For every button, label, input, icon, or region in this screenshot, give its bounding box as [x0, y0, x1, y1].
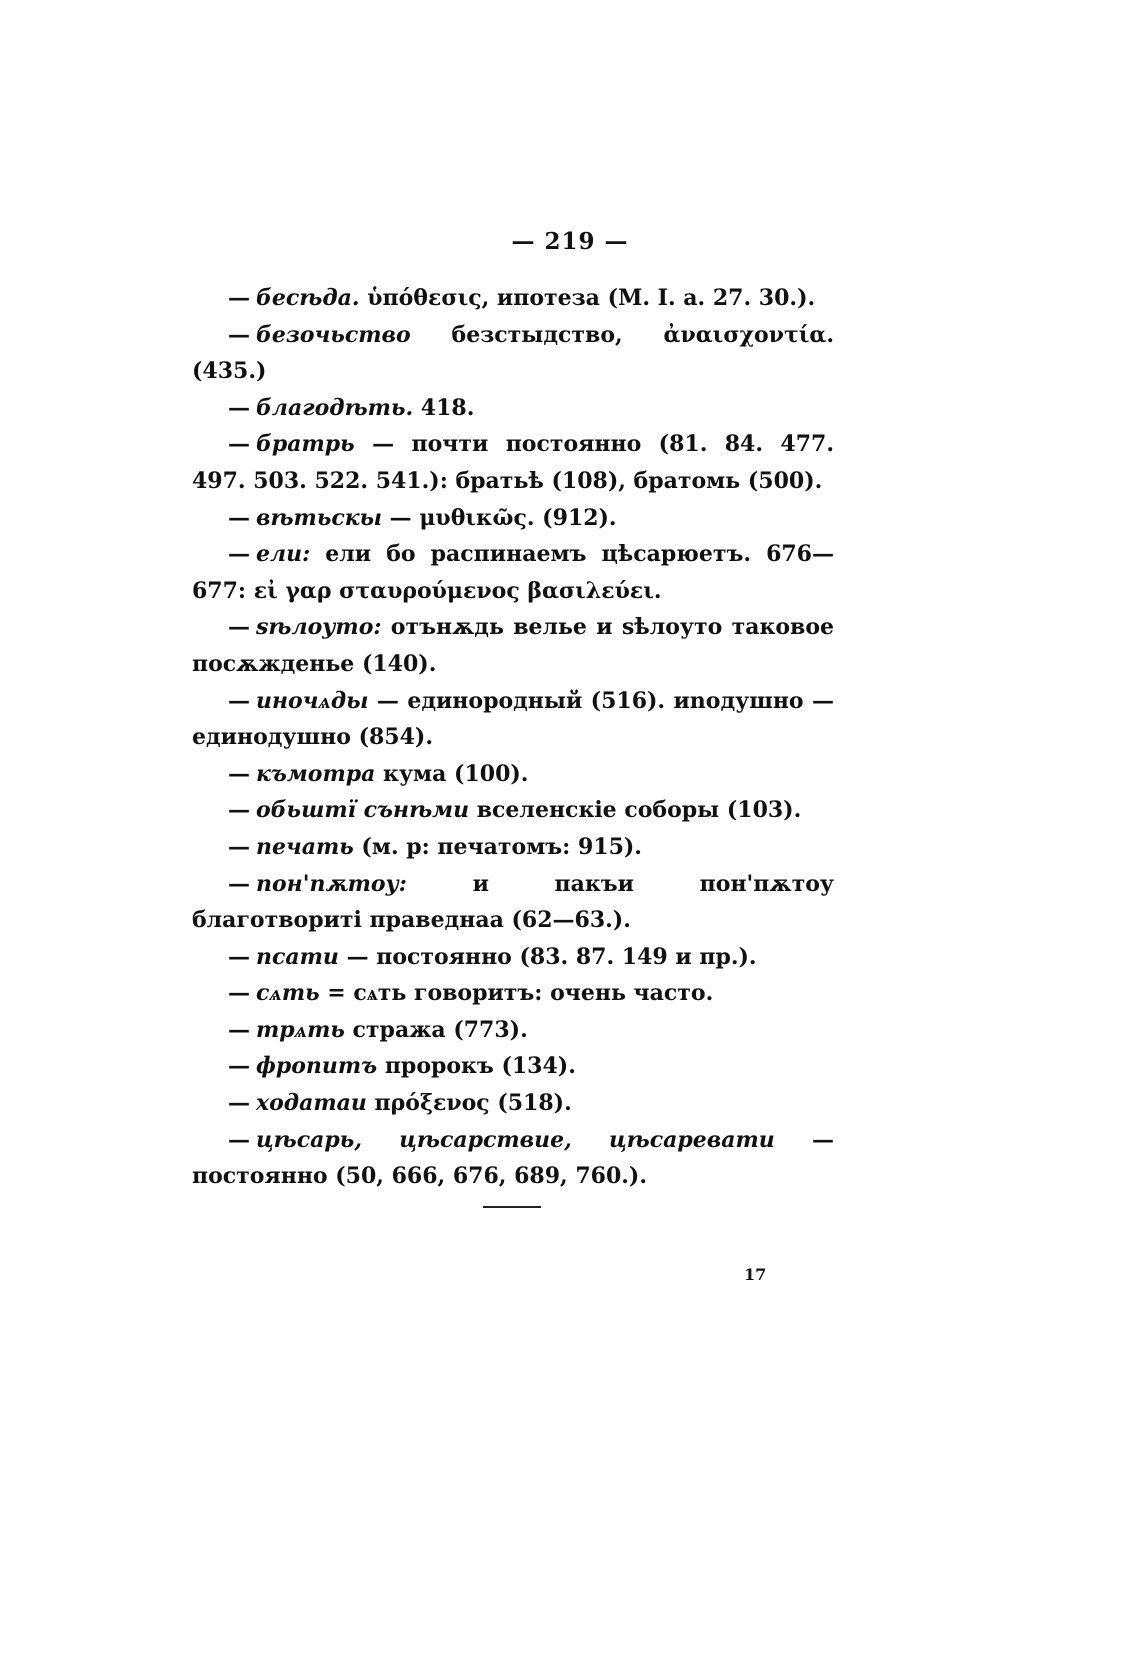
glossary-entry: [192, 1048, 834, 1085]
glossary-entry: [192, 1122, 834, 1195]
entry-term: сѧть: [256, 980, 320, 1007]
glossary-entry: [192, 500, 834, 537]
entry-term: братрь: [256, 431, 355, 458]
glossary-entry: [192, 536, 834, 609]
entry-text: и пакъи пон'пѫтоу благотворитi праведнаа (62—63.).: [192, 870, 834, 934]
entry-dash: —: [228, 1126, 250, 1153]
entry-text: — почти постоянно (81. 84. 477. 497. 503. 522. 541.): братьѣ (108), братомь (500).: [192, 431, 834, 494]
entry-text: пророкъ (134).: [377, 1053, 576, 1080]
entry-dash: —: [228, 943, 250, 970]
entry-text: отънѫдь велье и ѕѣлоуто таковое посѫжденье (140).: [192, 614, 834, 677]
glossary-entry: [192, 866, 834, 939]
glossary-entry: [192, 1085, 834, 1122]
entry-dash: —: [228, 870, 250, 897]
glossary-entry: [192, 792, 834, 829]
entry-term: фропитъ: [256, 1053, 378, 1080]
entry-term: благодѣть.: [256, 394, 414, 421]
entry-text: стража (773).: [344, 1016, 528, 1043]
entry-term: иночѧды: [256, 687, 369, 714]
glossary-entry: [192, 975, 834, 1012]
entry-dash: —: [228, 431, 250, 458]
entry-dash: —: [228, 504, 250, 531]
glossary-entry: [192, 829, 834, 866]
entry-term: ели:: [256, 541, 311, 568]
glossary-entry: [192, 683, 834, 756]
glossary-entries: [192, 280, 834, 1195]
entry-term: пон'пѫтоу:: [256, 870, 407, 897]
entry-dash: —: [228, 614, 250, 641]
entry-term: печать: [256, 833, 354, 860]
entry-text: — постоянно (50, 666, 676, 689, 760.).: [192, 1126, 834, 1190]
entry-term: обьштї сънѣми: [256, 797, 470, 824]
entry-dash: —: [228, 980, 250, 1007]
entry-dash: —: [228, 321, 250, 348]
entry-dash: —: [228, 394, 250, 421]
glossary-entry: [192, 756, 834, 793]
page-header: — 219 —: [511, 228, 629, 255]
entry-text: — единородный (516). иnодушно — единодушно (854).: [192, 687, 834, 751]
entry-dash: —: [228, 1090, 250, 1117]
glossary-entry: [192, 426, 834, 499]
entry-term: ѕѣлоуто:: [256, 614, 382, 641]
entry-dash: —: [228, 541, 250, 568]
entry-text: πρόξενος (518).: [366, 1090, 572, 1117]
entry-text: безстыдство, ἀναισχοντία. (435.): [192, 321, 834, 385]
entry-term: псати: [256, 943, 339, 970]
entry-text: 418.: [413, 394, 475, 421]
entry-text: вселенскіе соборы (103).: [469, 797, 802, 824]
entry-dash: —: [228, 1053, 250, 1080]
entry-term: бесѣда.: [256, 285, 360, 311]
entry-term: трѧть: [256, 1016, 345, 1043]
entry-dash: —: [228, 760, 250, 787]
entry-text: — постоянно (83. 87. 149 и пр.).: [338, 943, 757, 970]
section-divider: [483, 1206, 541, 1208]
glossary-entry: [192, 317, 834, 390]
entry-dash: —: [228, 797, 250, 824]
entry-text: ὑπόθεσις, ипотеза (M. I. a. 27. 30.).: [359, 285, 816, 311]
entry-term: вѣтьскы: [256, 504, 383, 531]
entry-term: ходатаи: [256, 1090, 367, 1117]
entry-text: = сѧть говоритъ: очень часто.: [319, 980, 714, 1007]
glossary-entry: [192, 939, 834, 976]
glossary-entry: [192, 280, 834, 317]
glossary-entry: [192, 609, 834, 682]
entry-dash: —: [228, 1016, 250, 1043]
entry-dash: —: [228, 285, 250, 311]
glossary-entry: [192, 390, 834, 427]
glossary-entry: [192, 1012, 834, 1049]
signature-mark: 17: [744, 1265, 767, 1284]
entry-text: (м. р: печатомъ: 915).: [353, 833, 642, 860]
entry-text: — μυθικῶς. (912).: [382, 504, 617, 531]
entry-term: къмотра: [256, 760, 376, 787]
entry-text: кума (100).: [375, 760, 529, 787]
entry-term: безочьство: [256, 321, 411, 348]
entry-term: цѣсарь, цѣсарствие, цѣсаревати: [256, 1126, 775, 1153]
entry-dash: —: [228, 833, 250, 860]
entry-text: ели бо распинаемъ цѣсарюетъ. 676—677: εἰ γαρ σταυρούμενος βασιλεύει.: [192, 541, 834, 604]
entry-dash: —: [228, 687, 250, 714]
